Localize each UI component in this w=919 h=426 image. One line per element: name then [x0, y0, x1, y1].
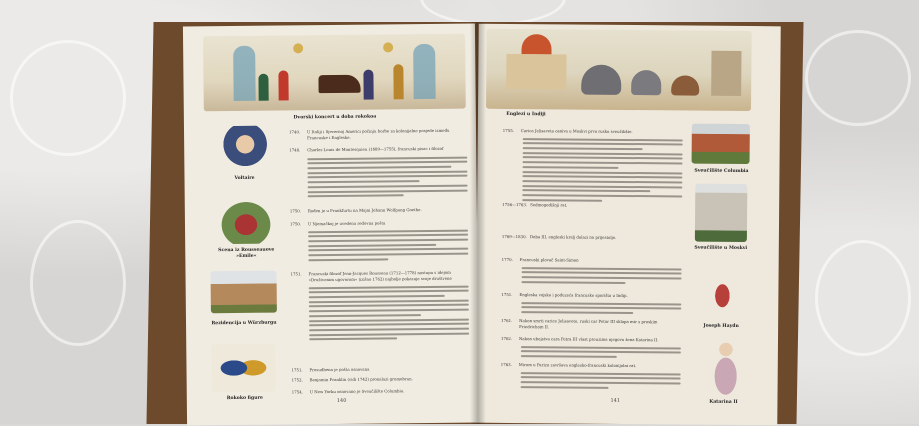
timeline-entry: 1754. U New Yorku osnovano je Sveučilište Columbia. — [291, 388, 405, 395]
timeline-entry: 1763. Mirom u Parizu završava englesko-francuski kolonijalni rat. — [500, 361, 637, 369]
timeline-entry: 1751. Francuski filozof Jean-Jacques Rousseau (1712—1778) nastupa s idejom — [290, 269, 451, 277]
timeline-entry: 1751. Prosudbena je pošta osnovana — [291, 366, 370, 373]
book-gutter — [470, 22, 486, 424]
side-caption: Sveučilište u Moskvi — [694, 245, 748, 252]
entry-body-lines — [521, 369, 681, 392]
english-in-india-illustration — [486, 29, 752, 111]
page-number: 141 — [610, 397, 621, 404]
timeline-entry: Friedrichom II. — [519, 324, 550, 330]
side-caption: Scena iz Rousseauove »Emile« — [218, 247, 275, 259]
left-page — [183, 23, 479, 425]
timeline-entry: 1770. Francuski plovač Saint-Simon — [501, 256, 579, 263]
side-caption: Joseph Haydn — [703, 323, 739, 329]
entry-body-lines — [307, 154, 467, 201]
fabric-pattern — [805, 30, 911, 126]
timeline-entry: Francuske i Engleske. — [307, 134, 351, 141]
rococo-concert-illustration — [203, 34, 466, 112]
moscow-university-illustration — [695, 184, 748, 242]
side-caption: Katarina II — [709, 399, 738, 405]
rousseau-scene-illustration — [215, 196, 277, 245]
timeline-entry: 1761. Nakon smrti carice Jelisavete, ruski car Petar III sklapa mir s pruskim — [501, 317, 658, 325]
timeline-entry: 1752. Benjamin Franklin (vidi 1742) pronalazi gromobran. — [291, 376, 413, 383]
side-caption: Voltaire — [234, 175, 255, 182]
timeline-entry: »Društvenim ugovorom« (izišao 1762) najbolje pokazuje svoje društvene — [308, 275, 452, 283]
top-illustration-caption: Dvorski koncert u doba rokokoa — [293, 114, 377, 121]
side-caption: Rezidencija u Würzburgu — [211, 320, 277, 327]
catherine-ii-illustration — [701, 336, 750, 398]
fabric-pattern — [10, 40, 126, 156]
entry-body-lines — [308, 227, 468, 264]
timeline-entry: 1750. U Njemačkoj je uvedena redovna pošta — [289, 220, 386, 227]
timeline-entry: 1769—1830. Doba III, engleski kralj dolazi na prijestolje. — [501, 233, 617, 240]
columbia-university-illustration — [692, 124, 750, 165]
fabric-pattern — [30, 220, 126, 346]
timeline-entry: 1748. Charles Louis de Montesquieu (1689—1755), francuski pisac i filozof — [289, 145, 444, 153]
rococo-figures-illustration — [211, 344, 275, 393]
timeline-entry: 1762. Nakon ubojstva cara Petra III vlast preuzima njegova žena Katarina II. — [500, 335, 659, 343]
timeline-entry: 1751. Engleska vojska i poduzeća francuske sporišta u Indiji. — [501, 291, 628, 298]
entry-body-lines — [521, 299, 681, 317]
timeline-entry: 1755. Carica Jelisaveta osniva u Moskvi prvo rusko sveučilište. — [502, 127, 633, 135]
top-illustration-caption: Englezi u Indiji — [506, 111, 546, 118]
entry-body-lines — [309, 283, 470, 344]
timeline-entry: 1756—1763. Sedmogodišnji rat. — [502, 201, 568, 208]
wurzburg-residence-illustration — [210, 271, 276, 314]
joseph-haydn-illustration — [702, 264, 743, 322]
side-caption: Rokoko figure — [226, 395, 263, 402]
timeline-entry: 1750. Rođen je u Frankfurtu na Majni Johann Wolfgang Goethe. — [289, 207, 422, 214]
entry-body-lines — [521, 343, 681, 361]
entry-body-lines — [521, 264, 681, 287]
side-caption: Sveučilište Columbia — [694, 168, 749, 175]
fabric-pattern — [815, 240, 911, 356]
right-page — [475, 24, 780, 426]
voltaire-portrait — [222, 126, 268, 172]
timeline-entry: 1740. U Italiji i Sjevernoj Americi počinju borbe za kolonijalne posjede između — [289, 127, 450, 135]
entry-body-lines — [522, 135, 683, 205]
page-number: 140 — [336, 397, 347, 404]
